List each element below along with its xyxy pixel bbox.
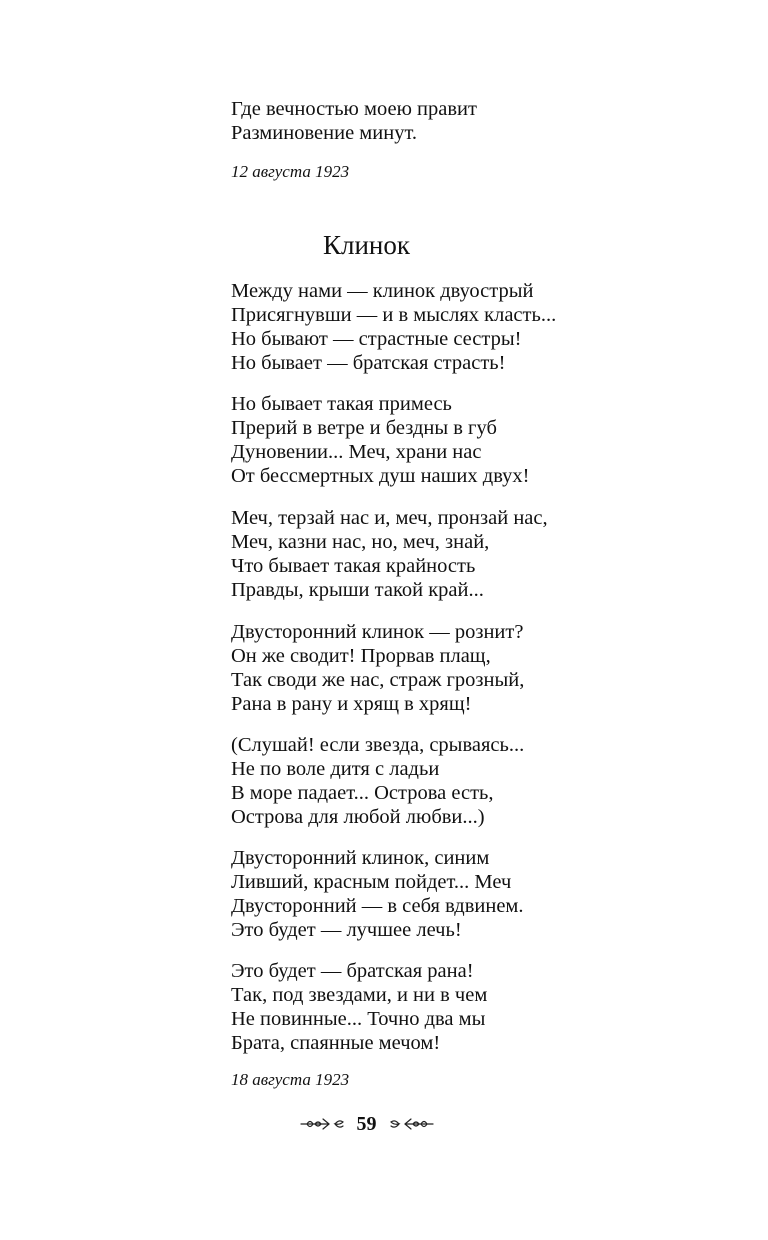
verse-line: Что бывает такая крайность [231,555,476,577]
verse-line: Ливший, красным пойдет... Меч [231,871,512,893]
verse-line: Он же сводит! Прорвав плащ, [231,645,491,667]
previous-poem-ending [231,97,671,145]
flourish-right-icon [389,1115,435,1133]
verse-line: Между нами — клинок двуострый [231,280,534,302]
verse-line: Так, под звездами, и ни в чем [231,984,488,1006]
verse-line: Меч, терзай нас и, меч, пронзай нас, [231,507,548,529]
stanza-7 [231,959,671,1055]
poem-title: Клинок [323,230,410,260]
verse-line: От бессмертных душ наших двух! [231,465,530,487]
verse-line: Острова для любой любви...) [231,806,485,828]
verse-line: Брата, спаянные мечом! [231,1032,441,1054]
verse-line: Прерий в ветре и бездны в губ [231,417,497,439]
stanza-4 [231,620,671,716]
verse-line: Но бывает такая примесь [231,393,452,415]
verse-line: Где вечностью моею правит [231,98,477,120]
verse-line: Это будет — братская рана! [231,960,474,982]
verse-line: Не повинные... Точно два мы [231,1008,486,1030]
verse-line: Двусторонний клинок, синим [231,847,490,869]
verse-line: В море падает... Острова есть, [231,782,494,804]
verse-line: Двусторонний — в себя вдвинем. [231,895,524,917]
verse-line: Не по воле дитя с ладьи [231,758,440,780]
page-number: 59 [356,1113,377,1135]
poem-date: 18 августа 1923 [231,1070,350,1089]
verse-line: Так своди же нас, страж грозный, [231,669,525,691]
verse-line: Правды, крыши такой край... [231,579,484,601]
stanza-1 [231,279,671,375]
verse-line: Присягнувши — и в мыслях класть... [231,304,557,326]
verse-line: (Слушай! если звезда, срываясь... [231,734,525,756]
flourish-left-icon [299,1115,345,1133]
previous-poem-date: 12 августа 1923 [231,162,350,181]
verse-line: Но бывают — страстные сестры! [231,328,522,350]
verse-line: Дуновении... Меч, храни нас [231,441,482,463]
stanza-3 [231,506,671,602]
page-footer [0,1112,733,1136]
verse-line: Двусторонний клинок — рознит? [231,621,524,643]
stanza-6 [231,846,671,942]
verse-line: Рана в рану и хрящ в хрящ! [231,693,472,715]
verse-line: Меч, казни нас, но, меч, знай, [231,531,490,553]
stanza-5 [231,733,671,829]
verse-line: Но бывает — братская страсть! [231,352,506,374]
stanza-2 [231,392,671,488]
verse-line: Это будет — лучшее лечь! [231,919,462,941]
verse-line: Разминовение минут. [231,122,418,144]
